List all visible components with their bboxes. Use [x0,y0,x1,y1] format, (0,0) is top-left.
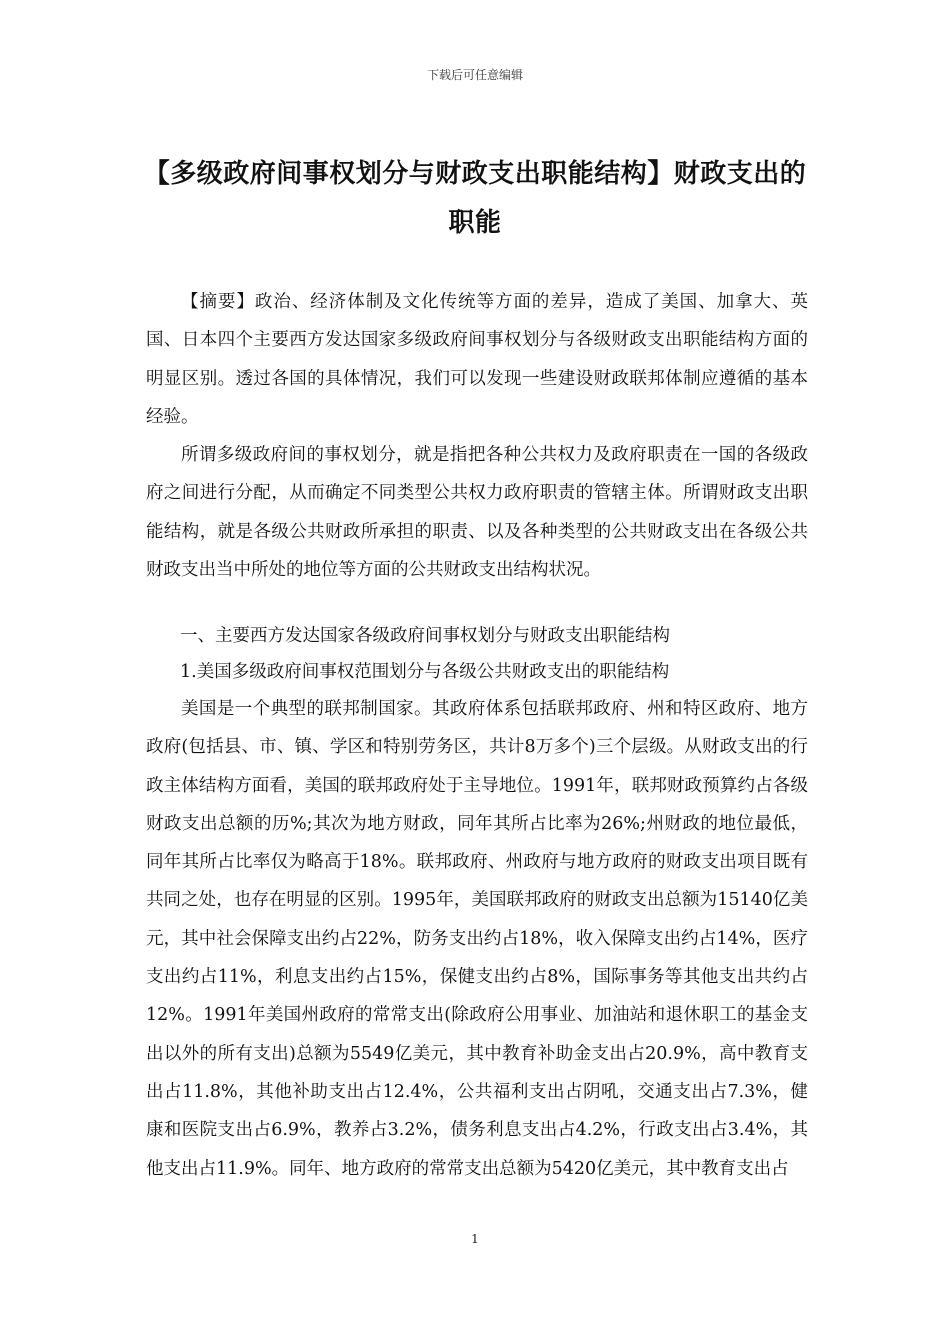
abstract-section [146,283,808,436]
page-number: 1 [471,1232,479,1246]
abstract-paragraph: 【摘要】政治、经济体制及文化传统等方面的差异，造成了美国、加拿大、英国、日本四个主要西方发达国家多级政府间事权划分与各级财政支出职能结构方面的明显区别。透过各国的具体情况，我们可以发现一些建设财政联邦体制应遵循的基本经验。 [146,292,808,427]
body-paragraph: 美国是一个典型的联邦制国家。其政府体系包括联邦政府、州和特区政府、地方政府(包括县、市、镇、学区和特别劳务区，共计8万多个)三个层级。从财政支出的行政主体结构方面看，美国的联邦政府处于主导地位。1991年，联邦财政预算约占各级财政支出总额的历%;其次为地方财政，同年其所占比率为26%;州财政的地位最低，同年其所占比率仅为略高于18%。联邦政府、州政府与地方政府的财政支出项目既有共同之处，也存在明显的区别。1995年，美国联邦政府的财政支出总额为15140亿美元，其中社会保障支出约占22%，防务支出约占18%，收入保障支出约占14%，医疗支出约占11%，利息支出约占15%，保健支出约占8%，国际事务等其他支出共约占12%。1991年美国州政府的常常支出(除政府公用事业、加油站和退休职工的基金支出以外的所有支出)总额为5549亿美元，其中教育补助金支出占20.9%，高中教育支出占11.8%，其他补助支出占12.4%，公共福利支出占阴吼，交通支出占7.3%，健康和医院支出占6.9%，教养占3.2%，债务利息支出占4.2%，行政支出占3.4%，其他支出占11.9%。同年、地方政府的常常支出总额为5420亿美元，其中教育支出占 [146,699,808,1179]
definition-paragraph: 所谓多级政府间的事权划分，就是指把各种公共权力及政府职责在一国的各级政府之间进行分配，从而确定不同类型公共权力政府职责的管辖主体。所谓财政支出职能结构，就是各级公共财政所承担的职责、以及各种类型的公共财政支出在各级公共财政支出当中所处的地位等方面的公共财政支出结构状况。 [146,445,808,580]
subsection-heading: 1.美国多级政府间事权范围划分与各级公共财政支出的职能结构 [180,662,670,682]
document-title-line-1: 【多级政府间事权划分与财政支出职能结构】财政支出的 [143,159,807,189]
document-title-line-2: 职能 [448,208,502,238]
us-fiscal-section [146,690,808,1188]
header-note: 下载后可任意编辑 [426,68,523,82]
definition-section [146,436,808,589]
section-heading: 一、主要西方发达国家各级政府间事权划分与财政支出职能结构 [180,626,670,646]
